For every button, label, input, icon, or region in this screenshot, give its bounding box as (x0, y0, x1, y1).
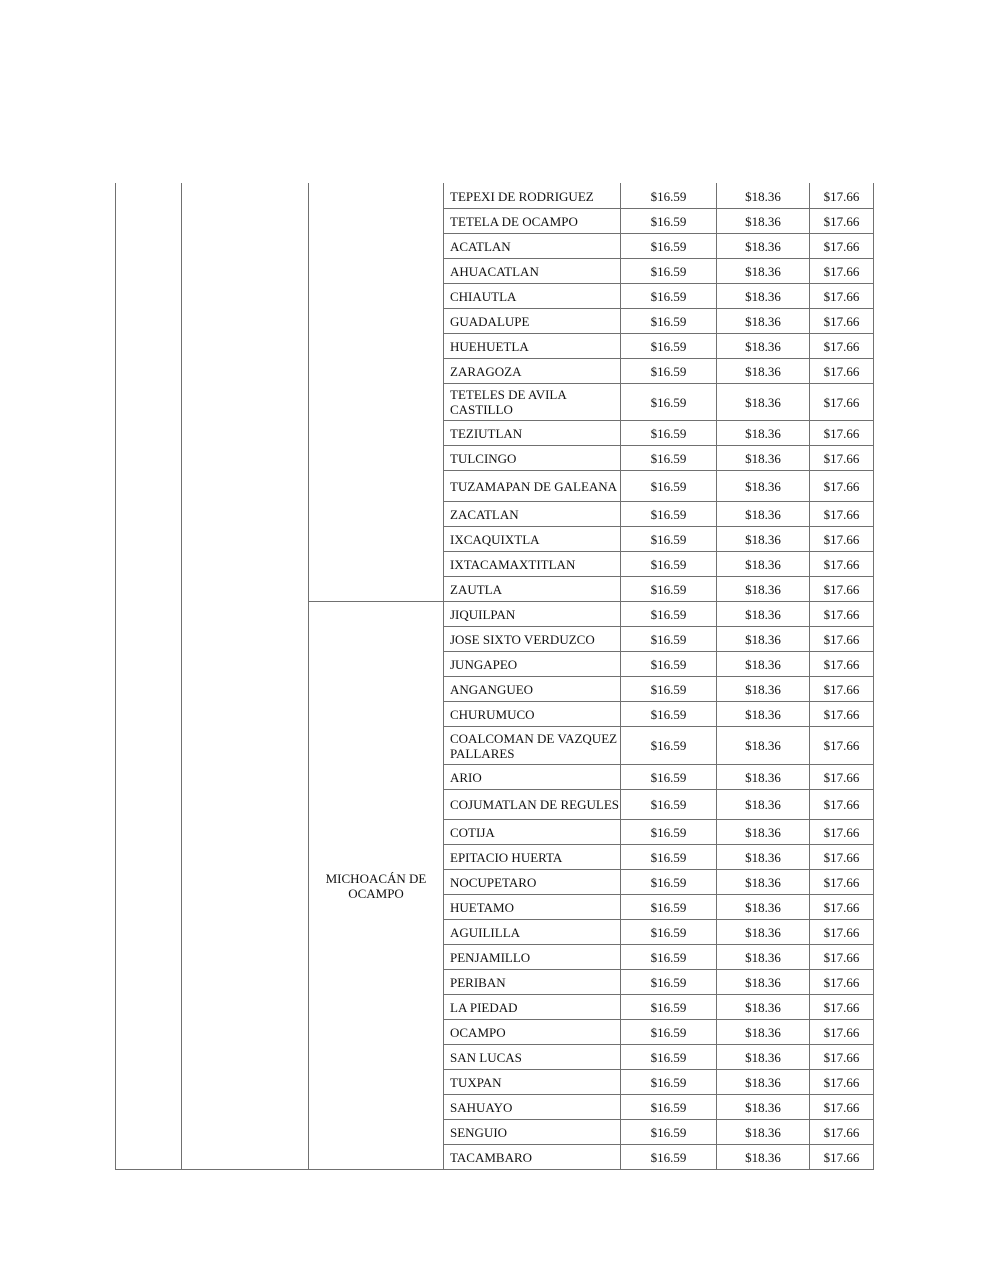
municipality-cell: OCAMPO (450, 1024, 506, 1040)
price-cell: $18.36 (745, 556, 781, 572)
price-cell: $17.66 (823, 1074, 860, 1090)
price-cell: $17.66 (823, 288, 860, 304)
municipality-cell: JOSE SIXTO VERDUZCO (450, 631, 595, 647)
price-cell: $17.66 (823, 581, 860, 597)
price-cell: $17.66 (823, 899, 860, 915)
price-cell: $16.59 (650, 1149, 687, 1165)
price-cell: $16.59 (650, 849, 687, 865)
price-cell: $18.36 (745, 531, 781, 547)
price-cell: $18.36 (745, 824, 781, 840)
price-cell: $17.66 (823, 1149, 860, 1165)
price-cell: $18.36 (745, 849, 781, 865)
price-cell: $16.59 (650, 1074, 687, 1090)
price-cell: $16.59 (650, 974, 687, 990)
price-cell: $17.66 (823, 769, 860, 785)
price-cell: $16.59 (650, 363, 687, 379)
municipality-cell: ANGANGUEO (450, 681, 534, 697)
price-cell: $17.66 (823, 363, 860, 379)
price-cell: $18.36 (745, 606, 781, 622)
price-cell: $17.66 (823, 631, 860, 647)
price-cell: $16.59 (650, 506, 687, 522)
price-cell: $17.66 (823, 531, 860, 547)
price-cell: $17.66 (823, 450, 860, 466)
price-cell: $18.36 (745, 1049, 781, 1065)
municipality-cell: TETELA DE OCAMPO (450, 213, 578, 229)
price-cell: $16.59 (650, 1024, 687, 1040)
price-cell: $18.36 (745, 899, 781, 915)
column-rule (181, 183, 182, 1170)
price-cell: $18.36 (745, 478, 781, 494)
price-cell: $17.66 (823, 1124, 860, 1140)
table-bottom-rule (115, 1169, 874, 1170)
municipality-cell: COALCOMAN DE VAZQUEZ PALLARES (450, 730, 618, 761)
price-cell: $16.59 (650, 824, 687, 840)
price-cell: $17.66 (823, 656, 860, 672)
municipality-cell: PERIBAN (450, 974, 506, 990)
price-cell: $17.66 (823, 338, 860, 354)
price-cell: $16.59 (650, 425, 687, 441)
municipality-cell: GUADALUPE (450, 313, 530, 329)
price-cell: $18.36 (745, 631, 781, 647)
municipality-cell: EPITACIO HUERTA (450, 849, 563, 865)
price-cell: $18.36 (745, 656, 781, 672)
municipality-cell: COTIJA (450, 824, 495, 840)
municipality-cell: TEPEXI DE RODRIGUEZ (450, 188, 594, 204)
municipality-cell: CHIAUTLA (450, 288, 517, 304)
price-cell: $16.59 (650, 769, 687, 785)
municipality-cell: AGUILILLA (450, 924, 521, 940)
price-cell: $16.59 (650, 924, 687, 940)
price-cell: $16.59 (650, 899, 687, 915)
price-cell: $16.59 (650, 188, 687, 204)
municipality-cell: SAHUAYO (450, 1099, 513, 1115)
price-cell: $17.66 (823, 425, 860, 441)
price-cell: $17.66 (823, 606, 860, 622)
price-cell: $17.66 (823, 738, 860, 753)
price-cell: $16.59 (650, 999, 687, 1015)
municipality-cell: SAN LUCAS (450, 1049, 522, 1065)
price-cell: $16.59 (650, 581, 687, 597)
price-cell: $16.59 (650, 213, 687, 229)
price-cell: $17.66 (823, 1099, 860, 1115)
price-cell: $17.66 (823, 1024, 860, 1040)
price-cell: $16.59 (650, 797, 687, 812)
price-cell: $18.36 (745, 313, 781, 329)
price-cell: $18.36 (745, 1124, 781, 1140)
price-cell: $18.36 (745, 213, 781, 229)
price-cell: $16.59 (650, 263, 687, 279)
price-cell: $16.59 (650, 288, 687, 304)
price-cell: $16.59 (650, 1099, 687, 1115)
price-cell: $16.59 (650, 238, 687, 254)
price-cell: $16.59 (650, 1124, 687, 1140)
municipality-cell: COJUMATLAN DE REGULES (450, 797, 619, 812)
price-cell: $17.66 (823, 924, 860, 940)
price-cell: $18.36 (745, 974, 781, 990)
price-cell: $18.36 (745, 681, 781, 697)
municipality-cell: TACAMBARO (450, 1149, 533, 1165)
price-cell: $16.59 (650, 874, 687, 890)
price-cell: $17.66 (823, 188, 860, 204)
price-cell: $17.66 (823, 478, 860, 494)
price-cell: $17.66 (823, 949, 860, 965)
price-cell: $16.59 (650, 706, 687, 722)
price-cell: $17.66 (823, 874, 860, 890)
price-cell: $18.36 (745, 706, 781, 722)
price-cell: $17.66 (823, 706, 860, 722)
municipality-cell: PENJAMILLO (450, 949, 531, 965)
price-cell: $16.59 (650, 338, 687, 354)
price-cell: $18.36 (745, 1099, 781, 1115)
price-cell: $16.59 (650, 681, 687, 697)
municipality-cell: ZACATLAN (450, 506, 519, 522)
price-cell: $18.36 (745, 999, 781, 1015)
price-cell: $16.59 (650, 606, 687, 622)
price-cell: $16.59 (650, 631, 687, 647)
price-cell: $18.36 (745, 797, 781, 812)
price-cell: $17.66 (823, 394, 860, 410)
municipality-cell: CHURUMUCO (450, 706, 535, 722)
price-cell: $18.36 (745, 363, 781, 379)
municipality-cell: IXTACAMAXTITLAN (450, 556, 576, 572)
price-cell: $16.59 (650, 656, 687, 672)
municipality-cell: SENGUIO (450, 1124, 508, 1140)
municipality-cell: ZARAGOZA (450, 363, 522, 379)
price-cell: $18.36 (745, 338, 781, 354)
price-cell: $16.59 (650, 478, 687, 494)
price-cell: $17.66 (823, 999, 860, 1015)
price-cell: $17.66 (823, 797, 860, 812)
price-cell: $18.36 (745, 425, 781, 441)
municipality-cell: JUNGAPEO (450, 656, 518, 672)
price-cell: $17.66 (823, 238, 860, 254)
price-cell: $18.36 (745, 949, 781, 965)
price-cell: $18.36 (745, 581, 781, 597)
price-cell: $16.59 (650, 556, 687, 572)
price-cell: $16.59 (650, 450, 687, 466)
price-cell: $16.59 (650, 394, 687, 410)
price-cell: $18.36 (745, 450, 781, 466)
price-cell: $17.66 (823, 506, 860, 522)
price-cell: $17.66 (823, 556, 860, 572)
price-cell: $18.36 (745, 1074, 781, 1090)
municipality-cell: NOCUPETARO (450, 874, 537, 890)
price-cell: $17.66 (823, 313, 860, 329)
price-cell: $18.36 (745, 506, 781, 522)
price-cell: $18.36 (745, 238, 781, 254)
state-cell: MICHOACÁN DE OCAMPO (325, 870, 427, 901)
price-cell: $18.36 (745, 874, 781, 890)
price-cell: $16.59 (650, 313, 687, 329)
municipality-cell: HUEHUETLA (450, 338, 529, 354)
price-cell: $17.66 (823, 824, 860, 840)
municipality-cell: LA PIEDAD (450, 999, 518, 1015)
municipality-cell: ZAUTLA (450, 581, 502, 597)
price-cell: $18.36 (745, 769, 781, 785)
price-cell: $17.66 (823, 681, 860, 697)
municipality-cell: TULCINGO (450, 450, 517, 466)
price-cell: $16.59 (650, 531, 687, 547)
municipality-cell: IXCAQUIXTLA (450, 531, 540, 547)
price-cell: $18.36 (745, 288, 781, 304)
price-cell: $17.66 (823, 1049, 860, 1065)
price-cell: $18.36 (745, 1024, 781, 1040)
municipality-cell: TUXPAN (450, 1074, 502, 1090)
price-cell: $17.66 (823, 263, 860, 279)
column-rule (115, 183, 116, 1170)
price-cell: $18.36 (745, 394, 781, 410)
municipality-cell: ARIO (450, 769, 482, 785)
price-cell: $17.66 (823, 213, 860, 229)
price-cell: $18.36 (745, 924, 781, 940)
municipality-cell: TETELES DE AVILA CASTILLO (450, 387, 567, 417)
price-cell: $16.59 (650, 738, 687, 753)
municipality-cell: ACATLAN (450, 238, 511, 254)
municipality-cell: HUETAMO (450, 899, 514, 915)
municipality-cell: AHUACATLAN (450, 263, 539, 279)
price-cell: $17.66 (823, 849, 860, 865)
price-cell: $18.36 (745, 188, 781, 204)
price-cell: $17.66 (823, 974, 860, 990)
price-cell: $16.59 (650, 949, 687, 965)
municipality-cell: TEZIUTLAN (450, 425, 523, 441)
price-cell: $16.59 (650, 1049, 687, 1065)
municipality-cell: TUZAMAPAN DE GALEANA (450, 478, 618, 494)
price-cell: $18.36 (745, 263, 781, 279)
municipality-cell: JIQUILPAN (450, 606, 516, 622)
price-cell: $18.36 (745, 738, 781, 753)
price-cell: $18.36 (745, 1149, 781, 1165)
